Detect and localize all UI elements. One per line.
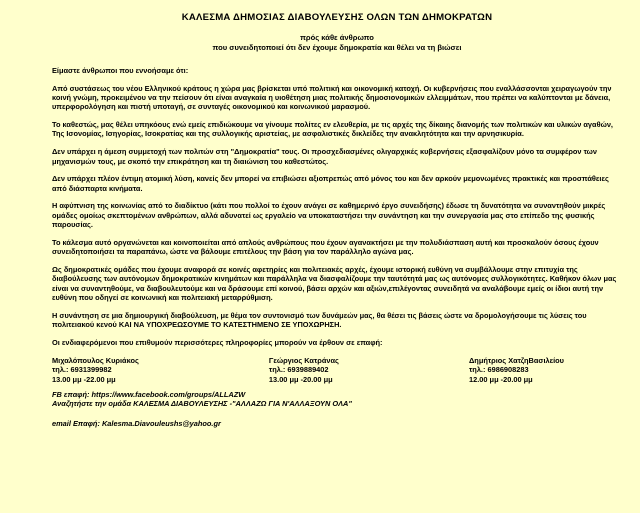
contact-phone: τηλ.: 6986908283 [469, 365, 529, 375]
footer-links [52, 390, 622, 409]
subtitle-line-1: πρός κάθε άνθρωπο [300, 33, 374, 42]
contact-hours: 12.00 μμ -20.00 μμ [469, 374, 533, 384]
contact-name: Μιχαλόπουλος Κυριάκος [52, 356, 139, 366]
contact-name: Δημήτριος ΧατζηΒασιλείου [469, 356, 564, 366]
contact-hours: 13.00 μμ -22.00 μμ [52, 374, 116, 384]
paragraph-internet: Η αφύπνιση της κοινωνίας από το διαδίκτυο (κάτι που πολλοί το έχουν ανάγει σε καθημερινό έργο συνειδήσης) έδωσε τη δυνατότητα να συναντηθούν μικρές ομάδες ομοίως σκεπτομένων ανθρώπων, αλλά αδυνατεί ως εργαλείο να υποκαταστήσει την συνάντηση και την συνεργασία μας στο επίπεδο της φυσικής παρουσίας. [52, 201, 606, 230]
subtitle-line-2: που συνειδητοποιεί ότι δεν έχουμε δημοκρατία και θέλει να τη βιώσει [212, 43, 462, 52]
paragraph-call: Το κάλεσμα αυτό οργανώνεται και κοινοποιείται από απλούς ανθρώπους που έχουν αγανακτήσει με την πολυδιάσπαση αυτή και προσκαλούν όσους έχουν συνειδητοποιήσει τα παραπάνω, ώστε να βάλουμε επιτέλους την βάση για τον παράλληλο αγώνα μας. [52, 237, 599, 257]
contact-phone: τηλ.: 6931399982 [52, 365, 112, 375]
page-title: ΚΑΛΕΣΜΑ ΔΗΜΟΣΙΑΣ ΔΙΑΒΟΥΛΕΥΣΗΣ ΟΛΩΝ ΤΩΝ ΔΗΜΟΚΡΑΤΩΝ [181, 12, 493, 23]
paragraph-participation: Δεν υπάρχει η άμεση συμμετοχή των πολιτών στη "Δημοκρατία" τους. Οι προσχεδιασμένες ολιγαρχικές κυβερνήσεις εξασφαλίζουν μόνο τα συμφέρον των μηχανισμών τους, με σκοπό την επικράτηση και τη διαιώνιση του καθεστώτος. [52, 147, 598, 166]
facebook-link[interactable]: FB επαφή: https://www.facebook.com/groups/ALLAZW [52, 389, 246, 399]
paragraph-meeting: Η συνάντηση σε μια δημιουργική διαβούλευση, με θέμα τον συντονισμό των δυνάμεών μας, θα θέσει τις βάσεις ώστε να δρομολογήσουμε τις λύσεις του πολιτειακού κενού ΚΑΙ ΝΑ ΥΠΟΧΡΕΩΣΟΥΜΕ ΤΟ ΚΑΤΕΣΤΗΜΕΝΟ ΣΕ ΥΠΟΧΩΡΗΣΗ. [52, 310, 587, 329]
contact-name: Γεώργιος Κατράνας [268, 356, 339, 366]
paragraph-no-solution: Δεν υπάρχει πλέον έντιμη ατομική λύση, κανείς δεν μπορεί να επιβιώσει αξιοπρεπώς από μόνος του και δεν αρκούν μεμονωμένες πρακτικές και προσπάθειες από διάσπαρτα κινήματα. [52, 174, 609, 193]
contact-phone: τηλ.: 6939889402 [268, 365, 329, 375]
contacts [52, 356, 622, 384]
contact-hours: 13.00 μμ -20.00 μμ [268, 374, 333, 384]
subtitle [52, 33, 622, 53]
paragraph-responsibility: Ως δημοκρατικές ομάδες που έχουμε αναφορά σε κοινές αφετηρίες και πολιτειακές αρχές, έχουμε ιστορική ευθύνη να συμβάλλουμε στην επιτυχία της διαβούλευσης των αυτόνομων δημοκρατικών κινημάτων και παράλληλα να διασφαλίζουμε την ταυτότητά μας ως αυτόνομες συλλογικότητες. Καθήκον όλων μας είναι να συναντηθούμε, να διαβουλευτούμε και να δράσουμε επί κοινού, βάσει αρχών και αξιών,επιλέγοντας συνειδητά να αναλάβουμε εμείς οι ίδιοι αυτή την ευθύνη που οδηγεί σε κοινωνική και πολιτειακή μεταρρύθμιση. [52, 264, 617, 302]
contact-2 [269, 356, 339, 384]
contact-3 [469, 356, 564, 384]
contact-1 [52, 356, 139, 384]
paragraph-regime: Το καθεστώς, μας θέλει υπηκόους ενώ εμείς επιδιώκουμε να γίνουμε πολίτες εν ελευθερία, με τις αρχές της δίκαιης διανομής των πολιτικών και υλικών αγαθών, Της Ισονομίας, Ισηγορίας, Ισοκρατίας και της συλλογικής αριστείας, με ασφαλιστικές δικλείδες την ανακλητότητα και την αρνησικυρία. [52, 120, 613, 139]
paragraph-contact-intro: Οι ενδιαφερόμενοι που επιθυμούν περισσότερες πληροφορίες μπορούν να έρθουν σε επαφή: [52, 337, 383, 347]
search-group-text: Αναζητήστε την ομάδα ΚΑΛΕΣΜΑ ΔΙΑΒΟΥΛΕΥΣΗΣ -"ΑΛΛΑΖΩ ΓΙΑ Ν'ΑΛΛΑΞΟΥΝ ΟΛΑ" [52, 399, 352, 409]
paragraph-occupation: Από συστάσεως του νέου Ελληνικού κράτους η χώρα μας βρίσκεται υπό πολιτική και οικονομική κατοχή. Οι κυβερνήσεις που εναλλάσσονται χειραγωγούν την κοινή γνώμη, προκειμένου να την πείσουν ότι είναι αναγκαία η υιοθέτηση μιας πολιτικής δημοσιονομικών ελλειμμάτων, που πρέπει να καλύπτονται με δάνεια, υπερφορολόγηση και πιστή υποταγή, σε συνταγές οικονομικού και κοινωνικού μαρασμού. [52, 83, 612, 112]
paragraph-intro: Είμαστε άνθρωποι που εννοήσαμε ότι: [52, 66, 189, 75]
email-contact[interactable]: email Επαφή: Kalesma.Diavouleushs@yahoo.gr [52, 418, 221, 428]
